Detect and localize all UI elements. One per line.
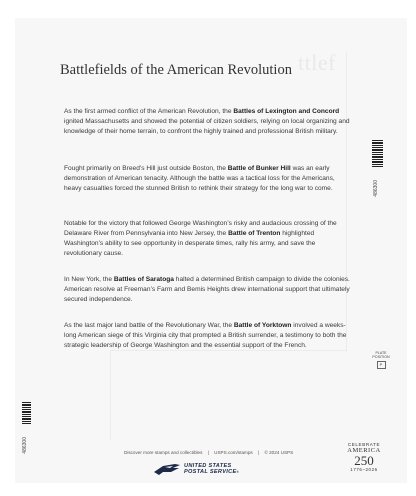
usps-line1: UNITED STATES [184, 462, 232, 469]
footer-text: Discover more stamps and collectibles [124, 450, 203, 455]
usps-wordmark [184, 463, 239, 476]
celebrate-line1: CELEBRATE [347, 442, 381, 447]
plate-label: PLATE [375, 351, 387, 355]
usps-line2-text: POSTAL SERVICE [184, 469, 237, 475]
registered-mark: ® [236, 470, 239, 474]
paragraph-saratoga [64, 275, 352, 305]
paragraph-bold: Battle of Yorktown [233, 322, 292, 329]
plate-label: POSITION [372, 355, 390, 360]
usps-eagle-icon [153, 462, 181, 476]
footer-links [122, 450, 295, 455]
barcode-right-number: 486300 [373, 180, 379, 197]
paragraph-text: As the first armed conflict of the American Revolution, the [64, 108, 234, 115]
celebrate-line3: 250 [354, 453, 374, 468]
paragraph-text: Fought primarily on Breed’s Hill just outside Boston, the [64, 165, 228, 172]
footer-separator: | [257, 450, 260, 455]
paragraph-text: highlighted Washington’s ability to see opportunity in desperate times, rally his army, and save the revolutionary cause. [64, 230, 316, 258]
paragraph-text: In New York, the [64, 276, 114, 283]
ghost-frame-line [110, 350, 111, 440]
usps-line2 [184, 469, 239, 475]
paragraph-lexington-concord [64, 107, 352, 137]
paragraph-text: involved a weeks-long American siege of this Virginia city that prompted a British surrender, a testimony to both the strategic leadership of George Washington and the essential support of the French. [64, 322, 347, 350]
footer-separator: | [207, 450, 209, 455]
paragraph-bold: Battles of Saratoga [113, 276, 174, 283]
paragraph-bold: Battle of Trenton [228, 230, 281, 238]
paragraph-yorktown [64, 321, 352, 351]
paragraph-bold: Battles of Lexington and Concord [233, 108, 340, 115]
paragraph-bold: Battle of Bunker Hill [227, 165, 291, 172]
celebrate-line2: AMERICA [347, 447, 381, 454]
ghost-frame-line [346, 52, 347, 352]
footer-text: © 2024 USPS [264, 450, 294, 455]
paragraph-text: was an early demonstration of American tenacity. Although the battle was a tactical loss for the Americans, heavy casualties forced the stunned British to rethink their strategy for the long war to come. [64, 165, 335, 193]
barcode-left-number: 486300 [22, 437, 28, 454]
paragraph-bunker-hill [64, 164, 352, 194]
celebrate-line4: 1776–2026 [350, 467, 378, 472]
celebrate-america-250-logo [344, 442, 384, 472]
paragraph-text: As the last major land battle of the Revolutionary War, the [64, 322, 234, 329]
page-title: Battlefields of the American Revolution [60, 62, 292, 78]
barcode-left [22, 402, 31, 424]
plate-position [371, 351, 391, 369]
usps-logo [153, 462, 239, 476]
plate-code: P [377, 361, 386, 369]
paragraph-text: Notable for the victory that followed George Washington’s risky and audacious crossing of the Delaware River from Pennsylvania into New Jersey, the [64, 220, 337, 238]
footer-text: USPS.com/stamps [214, 450, 253, 455]
paragraph-text: halted a determined British campaign to divide the colonies. American resolve at Freeman’s Farm and Bemis Heights drew international support that ultimately secured independence. [64, 276, 350, 304]
watermark-text: ttlef [298, 50, 336, 75]
paragraph-text: ignited Massachusetts and showed the potential of citizen soldiers, relying on local organizing and knowledge of their home terrain, to confront the highly trained and professional British military. [64, 118, 350, 136]
paragraph-trenton [64, 219, 352, 259]
barcode-right [372, 140, 383, 167]
